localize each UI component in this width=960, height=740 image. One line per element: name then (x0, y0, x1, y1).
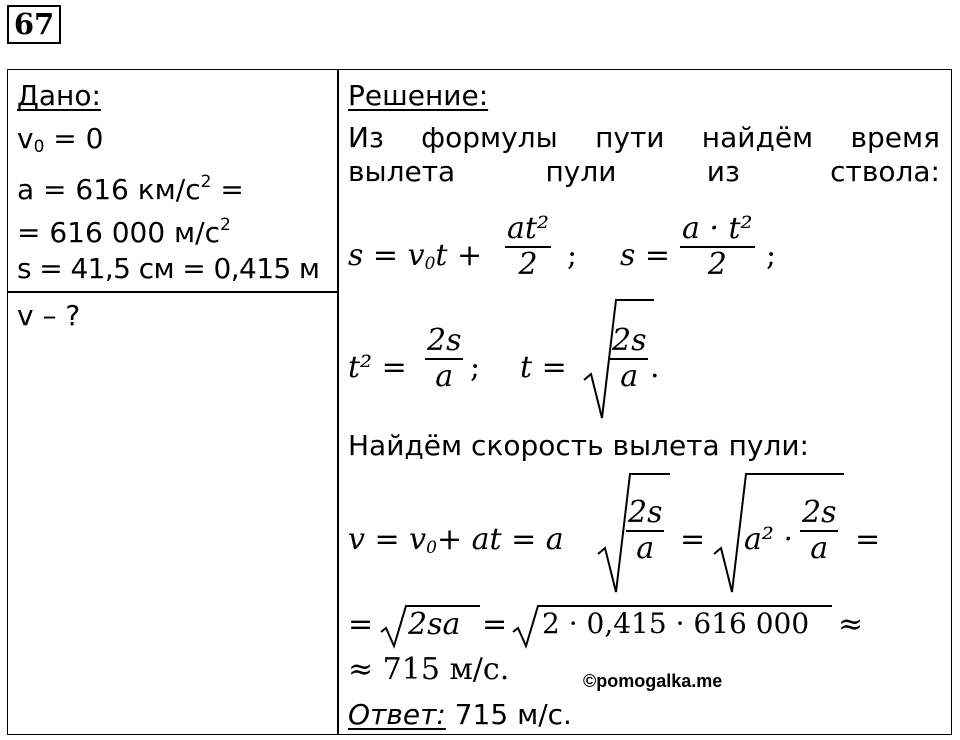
formula-2-separator: ; (470, 350, 481, 385)
formula-4-radicand-2: 2 · 0,415 · 616 000 (542, 607, 810, 640)
formula-2-radical-fraction: 2s a (612, 323, 647, 394)
formula-2-lhs: t² = (348, 350, 407, 385)
formula-4-radicand: 2sa (408, 607, 461, 642)
solution-header: Решение: (348, 79, 489, 112)
problem-number: 67 (7, 5, 61, 44)
formula-1-lhs2: s = (620, 238, 671, 273)
formula-3-lhs: $v = v_0+$ at = a (348, 522, 564, 558)
formula-4-pre: = (348, 607, 374, 642)
given-header: Дано: (17, 79, 101, 112)
formula-3-inner: a² · (744, 522, 793, 557)
given-v0: $v_0 = 0$ (17, 122, 104, 157)
speed-intro: Найдём скорость вылета пули: (348, 429, 809, 462)
given-distance: s = 41,5 см = 0,415 м (17, 252, 320, 285)
formula-3-radical-fraction-2: 2s a (802, 495, 837, 566)
final-result: ≈ 715 м/с. (348, 652, 510, 687)
formula-3-end: = (855, 522, 881, 557)
formula-1-separator: ; (567, 238, 578, 273)
formula-4-end: ≈ (838, 607, 864, 642)
watermark: ©pomogalka.me (583, 671, 723, 691)
formula-3-equals: = (680, 522, 706, 557)
given-find-divider (7, 291, 338, 293)
formula-1-fraction-2: a · t² 2 (682, 211, 753, 282)
answer: Ответ: 715 м/с. (348, 698, 572, 731)
formula-2-fraction: 2s a (427, 323, 462, 394)
formula-1-end: ; (766, 238, 777, 273)
formula-2-lhs2: t = (520, 350, 567, 385)
given-acceleration-si: = 616 000 $м/с^2$ (17, 215, 231, 249)
formula-4-equals: = (482, 607, 508, 642)
find-velocity: v – ? (17, 299, 81, 332)
formula-1-fraction: at² 2 (507, 211, 549, 282)
solution-intro: Из формулы пути найдём время вылета пули из ствола: (348, 121, 940, 188)
column-divider (337, 69, 339, 735)
formula-1-lhs: $s = v_0t$ + (348, 238, 483, 274)
formula-2-end: . (650, 350, 660, 385)
formula-3-radical-fraction: 2s a (628, 495, 663, 566)
given-acceleration: a = 616 $км/с^2$ = (17, 172, 244, 206)
